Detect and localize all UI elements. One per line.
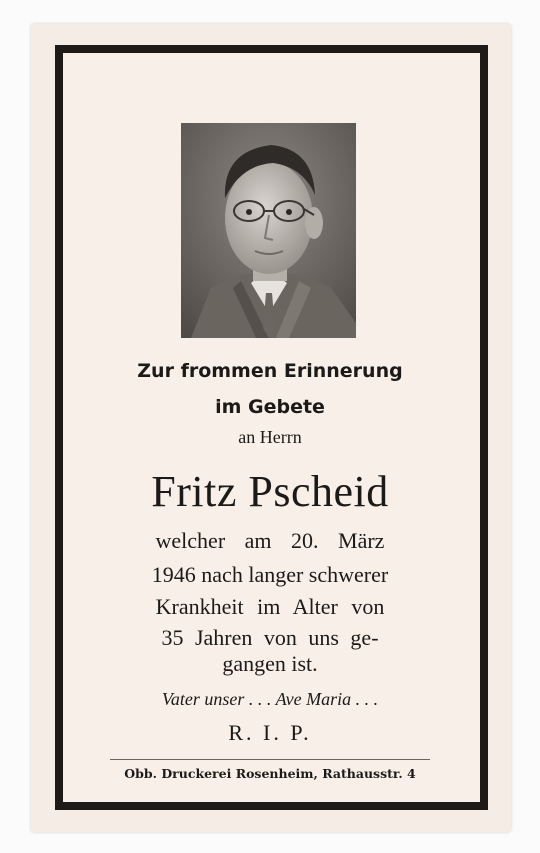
heading-line-1: Zur frommen Erinnerung [137,360,403,382]
heading-line-2: im Gebete [215,396,325,418]
body-line-1: welcher am 20. März [155,528,385,553]
prayer-line: Vater unser . . . Ave Maria . . . [161,689,379,709]
deceased-name: Fritz Pscheid [151,467,389,516]
divider-line [110,759,430,760]
body-line-4: 35 Jahren von uns ge- [161,625,379,650]
heading-line-3: an Herrn [238,427,302,447]
portrait-photo [181,123,356,338]
printer-credit: Obb. Druckerei Rosenheim, Rathausstr. 4 [124,766,416,781]
body-line-3: Krankheit im Alter von [155,594,385,619]
body-line-5: gangen ist. [222,651,318,676]
body-line-2: 1946 nach langer schwerer [151,562,389,587]
rip-text: R. I. P. [228,720,312,745]
